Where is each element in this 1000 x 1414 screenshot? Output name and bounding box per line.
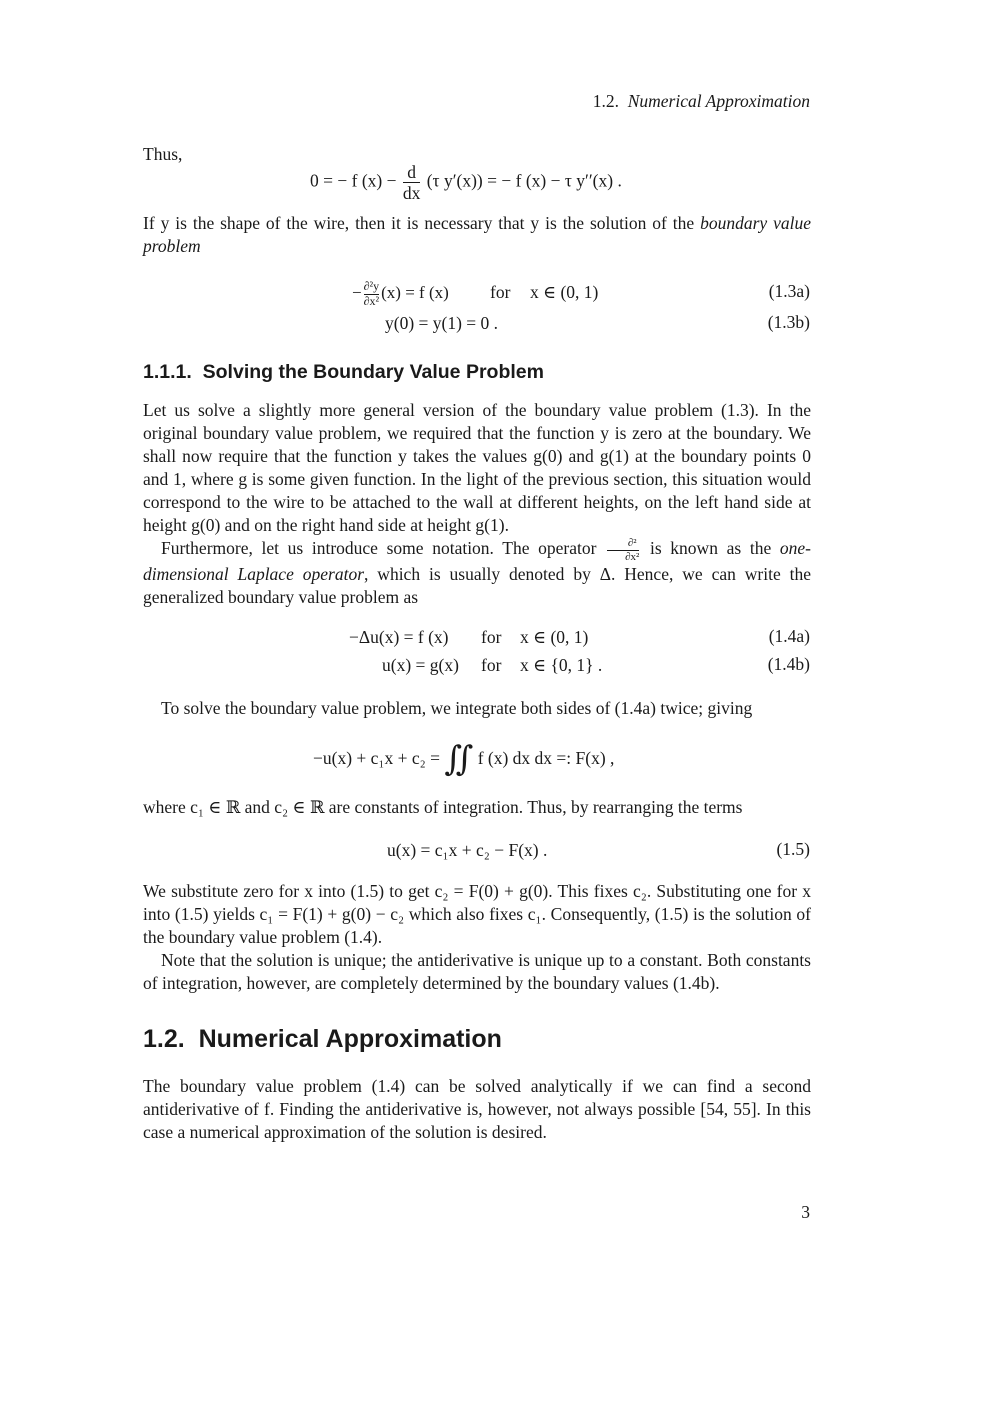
equation-1-3a-condition: x ∈ (0, 1) <box>530 282 599 302</box>
subsection-title: Solving the Boundary Value Problem <box>202 361 544 383</box>
paragraph-laplace <box>143 537 811 609</box>
fraction-denominator: ∂x² <box>607 550 639 564</box>
paragraph-solve: Let us solve a slightly more general version of the boundary value problem (1.3). In the original boundary value problem, we required that the function y is zero at the boundary. We shall now require that the function y takes the values g(0) and g(1) at the boundary points 0 and 1, where g is some given function. In the light of the previous section, this situation would correspond to the wire to be attached to the wall at different heights, on the left hand side at height g(0) and on the right hand side at height g(1). <box>143 400 811 535</box>
equation-1-4b-condition: x ∈ {0, 1} . <box>520 655 603 675</box>
fraction-numerator: ∂² <box>627 537 637 549</box>
paragraph-integrate: To solve the boundary value problem, we integrate both sides of (1.4a) twice; giving <box>161 698 753 718</box>
equation-top-lhs: 0 = − f (x) − <box>310 170 397 191</box>
section-number: 1.2. <box>143 1025 185 1053</box>
paragraph-substitute: We substitute zero for x into (1.5) to get c₂ = F(0) + g(0). This fixes c₂. Substituting one for x into (1.5) yields c₁ = F(1) + g(0) − c₂ which also fixes c₁. Consequently, (1.5) is the solution of the boundary value problem (1.4). <box>143 881 811 947</box>
equation-1-4b-lhs: u(x) = g(x) <box>382 655 459 675</box>
equation-1-3a-rest: (x) = f (x) <box>381 283 449 303</box>
equation-1-3a-for: for <box>490 282 511 302</box>
subsection-number: 1.1.1. <box>143 361 192 383</box>
equation-1-5: u(x) = c₁x + c₂ − F(x) . <box>387 840 548 860</box>
page-number: 3 <box>801 1202 810 1222</box>
header-section-title: Numerical Approximation <box>627 91 810 111</box>
equation-label-1-4b: (1.4b) <box>767 654 810 674</box>
equation-top-rhs: (τ y′(x)) = − f (x) − τ y′′(x) . <box>426 170 622 191</box>
paragraph-wire-text: If y is the shape of the wire, then it is necessary that y is the solution of the <box>143 213 701 233</box>
fraction-numerator: ∂²y <box>363 279 380 293</box>
equation-1-3a <box>352 280 449 309</box>
equation-1-4a-condition: x ∈ (0, 1) <box>520 627 589 647</box>
header-section-number: 1.2. <box>592 91 619 111</box>
paragraph-unique: Note that the solution is unique; the antiderivative is unique up to a constant. Both constants of integration, however, are completely determined by the boundary values (1.4b). <box>143 950 811 993</box>
equation-top <box>310 162 622 203</box>
subsection-heading <box>143 361 544 384</box>
paragraph-laplace-text-2: is known as the <box>641 538 780 559</box>
equation-integral-lhs: −u(x) + c₁x + c₂ = <box>313 748 440 768</box>
equation-label-1-5: (1.5) <box>776 839 810 859</box>
fraction-denominator: dx <box>402 183 421 204</box>
equation-integral-rhs: f (x) dx dx =: F(x) , <box>477 748 615 768</box>
running-header <box>593 90 810 113</box>
equation-label-1-4a: (1.4a) <box>768 626 810 646</box>
fraction-denominator: ∂x² <box>363 293 380 308</box>
paragraph-numerical: The boundary value problem (1.4) can be solved analytically if we can find a second antiderivative of f. Finding the antiderivative is, however, not always possible [54, 55]. In this case a numerical approximation of the solution is desired. <box>143 1076 811 1142</box>
fraction-numerator: d <box>407 162 416 182</box>
laplace-fraction <box>607 537 639 563</box>
equation-label-1-3a: (1.3a) <box>768 281 810 301</box>
equation-top-fraction <box>403 162 421 203</box>
section-title: Numerical Approximation <box>198 1025 502 1053</box>
equation-label-1-3b: (1.3b) <box>767 312 810 332</box>
equation-1-3b: y(0) = y(1) = 0 . <box>385 313 499 333</box>
emphasis-boundary-value-problem: boundary value problem <box>143 213 812 256</box>
paragraph-thus: Thus, <box>143 144 183 164</box>
paragraph-laplace-text-3: , which is usually denoted by Δ. Hence, we can write the generalized boundary value problem as <box>143 564 812 608</box>
equation-1-3a-fraction <box>364 280 380 309</box>
equation-1-4a-lhs: −Δu(x) = f (x) <box>349 627 449 647</box>
section-heading <box>143 1025 502 1054</box>
equation-integral <box>313 738 614 778</box>
paragraph-laplace-text-1: Furthermore, let us introduce some notation. The operator <box>161 538 606 559</box>
equation-1-4b-for: for <box>481 655 502 675</box>
equation-minus: − <box>352 283 362 303</box>
double-integral-sign: ∬ <box>444 740 474 778</box>
emphasis-laplace-operator: one-dimensional Laplace operator <box>143 538 811 585</box>
equation-1-4a-for: for <box>481 627 502 647</box>
paragraph-where: where c₁ ∈ ℝ and c₂ ∈ ℝ are constants of integration. Thus, by rearranging the terms <box>143 797 743 817</box>
paragraph-wire <box>143 212 811 258</box>
